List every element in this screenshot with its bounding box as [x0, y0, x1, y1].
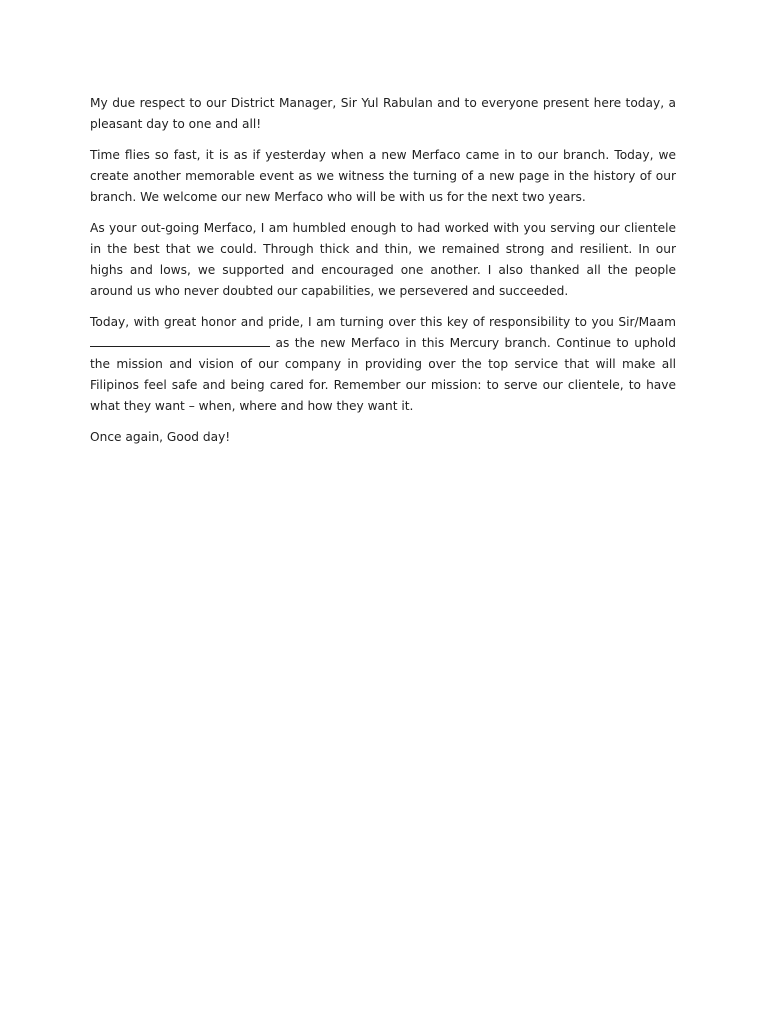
welcome-paragraph: Time flies so fast, it is as if yesterday when a new Merfaco came in to our branch. Today, we create another memorable event as we witness the turning of a new page in the history of our branch. We welcome our new Merfaco who will be with us for the next two years. — [90, 148, 676, 204]
closing-line: Once again, Good day! — [90, 430, 231, 444]
speech-body — [90, 93, 676, 458]
turnover-paragraph — [90, 312, 676, 417]
greeting-paragraph: My due respect to our District Manager, Sir Yul Rabulan and to everyone present here today, a pleasant day to one and all! — [90, 96, 676, 131]
turnover-text-after: as the new Merfaco in this Mercury branch. Continue to uphold the mission and vision of our company in providing over the top service that will make all Filipinos feel safe and being cared for. Remember our mission: to serve our clientele, to have what they want – when, where and how they want it. — [90, 336, 677, 413]
name-blank-line — [90, 334, 270, 347]
turnover-text-before: Today, with great honor and pride, I am turning over this key of responsibility to you Sir/Maam — [90, 315, 676, 329]
gratitude-paragraph: As your out-going Merfaco, I am humbled enough to had worked with you serving our clientele in the best that we could. Through thick and thin, we remained strong and resilient. In our highs and lows, we supported and encouraged one another. I also thanked all the people around us who never doubted our capabilities, we persevered and succeeded. — [90, 221, 676, 298]
